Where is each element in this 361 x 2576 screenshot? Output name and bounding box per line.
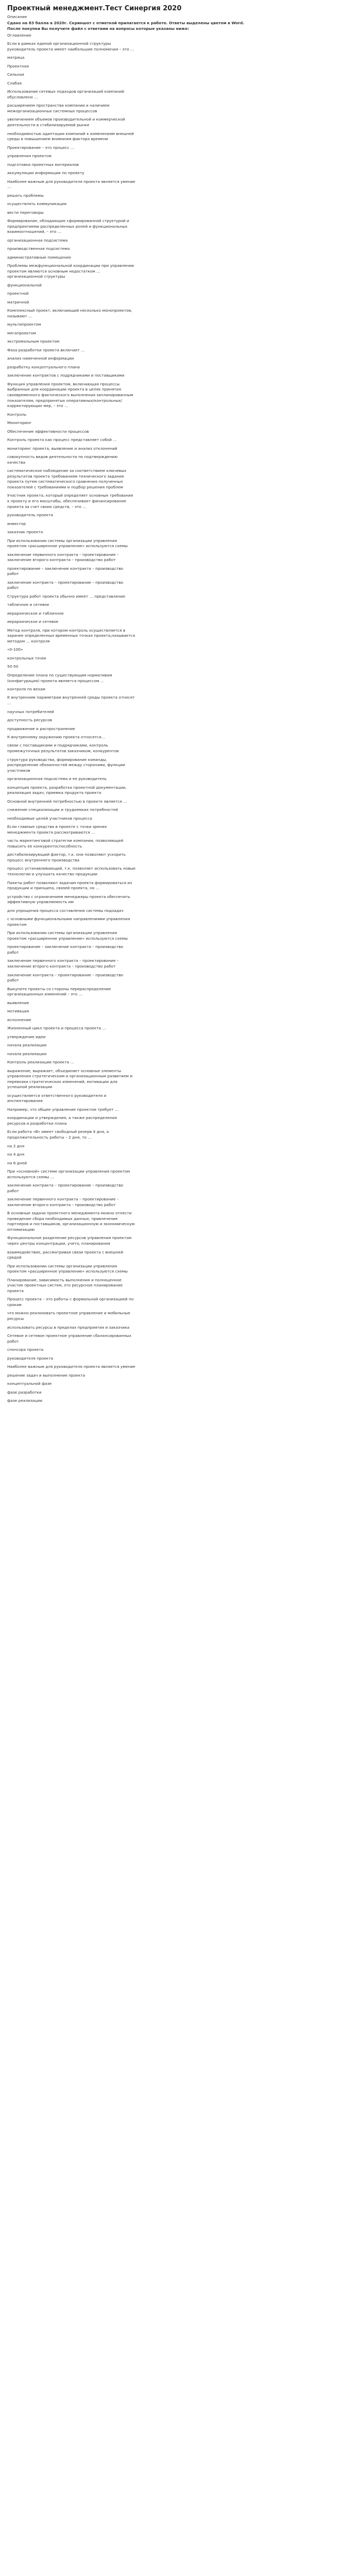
text-line: подготовки проектных материалов [7,162,79,167]
text-line: заключение контрактов с подрядчиками и поставщиками [7,373,125,378]
text-line: часть маркетинговой стратегии компании, позволяющей повысить ее конкурентоспособность [7,838,124,849]
text-line: Если главные средства в проекте с точки зрения менеджмента проекта рассматриваются … [7,824,107,835]
text-line: заказчик проекта [7,530,43,535]
text-line: При использовании системы организации управления проектом «расширенное управление» используются схемы [7,538,128,549]
text-line: организационная подсистема [7,238,68,243]
text-line: Оглавление [7,32,31,38]
text-line: руководителя проекта [7,1355,54,1361]
text-line: необходимые целей участников процесса [7,816,92,821]
text-line: Если в рамках единой организационной структуры руководитель проекта имеет наибольшие полномочия – это … [7,41,134,52]
text-line: осуществлять коммуникации [7,201,67,207]
text-line: иерархическое и сетевое [7,619,59,624]
text-line: производственная подсистема [7,246,70,251]
text-line: контроля по вехам [7,686,45,691]
text-line: Пакеты работ позволяют задачам проекта формироваться из продукции и принципа, связей проекта, но … [7,880,132,891]
text-line: фазе разработки [7,1389,42,1395]
text-line: продвижение и распространение [7,726,75,731]
text-line: Выкупите проекты со стороны перераспределение организационных изменений – это … [7,986,111,997]
text-line: Фаза разработки проекта включает … [7,347,85,352]
text-line: Проектирование – это процесс … [7,145,75,150]
text-line: с основными функциональными направлениями управления проектом [7,917,130,927]
text-line: Если работа «B» имеет свободный резерв 4 дня, а продолжительность работы – 2 дня, то … [7,1129,109,1140]
text-line: мультипроектом [7,322,41,327]
text-line: Планирование, зависимость выполнения и полноценное участие проектных систем, это ресурсное планирование проекта [7,1277,123,1293]
text-line: табличное и сетевое [7,602,49,607]
text-line: проектирование – заключение контракта – производство работ [7,944,124,955]
description-label: Описание [7,14,27,19]
text-line: организационная подсистема и ее руководитель [7,776,107,782]
text-line: Функциональное разделение ресурсов управления проектом через центры концентрации, учета, планирования [7,1235,132,1246]
text-line: матричной [7,299,29,304]
text-line: координации и утверждения, а также распределения ресурсов и разработки плана [7,1115,117,1126]
text-line: матрица [7,55,25,60]
text-line: Сетевое и сетевое проектное управление сбалансированных работ [7,1333,131,1344]
text-line: заключение контракта – проектирование – производство работ [7,580,124,590]
text-line: Мониторинг [7,420,32,426]
question-list [7,33,354,1404]
text-line: функциональной [7,282,42,287]
text-line: Например, что общее управление проектом требует … [7,1107,119,1112]
text-line: дестабилизирующий фактор, т.к. они позволяют ускорить процесс внутреннего производства [7,852,126,862]
text-line: Метод контроля, при котором контроль осуществляется в заранее определенных временных точках проекта,называется методом … контроля [7,628,135,643]
text-line: экстремальным проектом [7,339,60,344]
text-line: решать проблемы [7,193,44,198]
intro-note: Сдано на 83 балла в 2020г. Скриншот с отметкой прилагается к работе. Ответы выделены цветом в Word. [7,20,245,25]
text-line: процесс устанавливающий, т.к. позволяет использовать новые технологии и улучшать качество продукции [7,866,136,877]
text-line: административные помещения [7,255,71,260]
text-line: снижение специализации и трудоемких потребностей [7,807,118,812]
text-line: Использование сетевых подходов организаций компаний обусловлено … [7,89,125,99]
text-line: Наиболее важным для руководителя проекта является умение … [7,179,135,190]
text-line: научных потребителей [7,709,54,714]
text-line: заключение первичного контракта – проектирование – заключение второго контракта – производство работ [7,1197,119,1207]
text-line: на 6 дней [7,1160,27,1165]
text-line: «0-100» [7,647,23,652]
page-title: Проектный менеджмент.Тест Синергия 2020 [7,5,182,12]
text-line: При использовании системы организации управления проектом «расширенное управление» используются схемы [7,930,128,941]
text-line: иерархическое и табличное [7,611,64,616]
text-line: К внутреннему окружению проекта относятся… [7,735,105,739]
text-line: Контроль реализации проекта … [7,1060,74,1065]
text-line: 50-50 [7,664,19,669]
text-line: необходимостью адаптации компаний к изменениям внешней среды в повышением внимания фактора времени [7,131,134,142]
text-line: заключение контракта – проектирование – производство работ [7,972,124,983]
text-line: мониторинг проекта, выявление и анализ отклонений [7,446,117,451]
text-line: Контроль проекта как процесс представляет собой … [7,437,117,443]
text-line: утверждение идеи [7,1034,46,1039]
text-line: спонсора проекта [7,1347,44,1352]
text-line: Структура работ проекта обычно имеет … представление [7,594,126,599]
text-line: Основной внутренней потребностью в проекте является … [7,799,127,804]
text-line: инвестор [7,521,26,526]
text-line: Комплексный проект, включающий несколько монопроектов, называют … [7,308,132,318]
text-line: проектной [7,291,29,296]
text-line: Проектная [7,63,29,69]
text-line: систематическое наблюдение за соответствием ключевых результатов проекта требованиям технического задания проекта путем систематического сравнения полученных показателей с требованиями и подбор решения проблем [7,468,127,489]
text-line: Наиболее важным для руководителя проекта является умение [7,1364,135,1369]
text-line: При использовании системы организации управления проектом «расширенное управление» используются схемы [7,1263,128,1274]
text-line: В основные задачи проектного менеджмента можно отнести проведение сбора необходимых данных, привлечение партнеров и поставщиков, организационную и экономическую оптимизацию [7,1211,135,1232]
text-line: доступность ресурсов [7,718,52,723]
text-line: вести переговоры [7,210,44,215]
text-line: Участник проекта, который определяет основные требования к проекту и его масштабы, обеспечивает финансирование проекта за счет своих средств, – это … [7,493,133,509]
text-line: связи с поставщиками и подрядчиками, контроль промежуточных результатов заказчиком, конкурентов [7,743,119,754]
text-line: устройство с ограничением менеджеры проекта обеспечить эффективную управляемость им [7,894,130,905]
text-line: исполнение [7,1017,31,1022]
text-line: взаимодействие, рассматривая связи проекта с внешней средой [7,1249,124,1260]
text-line: расширением пространства компании и наличием межорганизационных системных процессов [7,103,110,113]
text-line: заключение первичного контракта – проектирование – заключение второго контракта – производство работ [7,958,119,969]
text-line: проектирование – заключение контракта – производство работ [7,566,124,577]
text-line: Процесс проекта – это работы с формальной организацией по срокам [7,1297,134,1307]
text-line: аккумуляции информации по проекту [7,171,84,176]
text-line: При «основной» системе организации управления проектом используются схемы … [7,1168,130,1179]
text-line: совокупность видов деятельности по подтверждению качества [7,454,118,465]
text-line: что можно реализовать проектное управление и мобильные ресурсы [7,1311,130,1321]
text-line: Жизненный цикл проекта и процесса проекта … [7,1026,106,1031]
text-line: заключение контракта – проектирование – производство работ [7,1183,124,1193]
text-line: контрольных точек [7,655,47,660]
text-line: Обеспечение эффективности процессов [7,429,89,434]
text-line: увеличением объемов производительной и коммерческой деятельности в стабилизируемой рынке [7,117,125,128]
intro-questions-note: После покупки Вы получите файл с ответами на вопросы которые указаны ниже: [7,26,190,31]
text-line: концептуальной фазе [7,1381,52,1386]
text-line: Контроль [7,412,27,417]
text-line: Сильная [7,72,24,77]
text-line: Определение плана по существующим нормативам (конфигурация) проекта является процессом … [7,672,112,683]
text-line: руководитель проекта [7,513,54,518]
text-line: мотивация [7,1009,29,1014]
text-line: выражение, выражает, объединяет основные элементы управления стратегическим и организационным развитием и перевозки стратегических изменений, мотивации для успешной реализации [7,1068,133,1090]
text-line: мегапроектом [7,330,36,335]
text-line: на 2 дня [7,1143,25,1148]
text-line: фазе реализации [7,1398,43,1403]
text-line: разработку концептуального плана [7,364,80,369]
text-line: Слабая [7,80,22,86]
text-line: Проблемы межфункциональной координации при управлении проектом являются основным недостатком … организационной структуры [7,263,134,279]
text-line: для упрощения процесса составления системы подзадач [7,908,124,913]
text-line: начала реализации [7,1043,47,1048]
text-line: управления проектом [7,154,51,159]
text-line: структура руководства, формирование команды, распределение обязанностей между сторонами, функции участников [7,757,125,773]
text-line: на 4 дня [7,1152,25,1157]
text-line: Формирование, обладающее сформированной структурой и предприятиеми распределенных ролей и функциональных взаимоотношений, – это … [7,218,129,234]
text-line: решение задач и выполнение проекта [7,1372,85,1378]
text-line: выявление [7,1000,29,1005]
text-line: осуществляется ответственного руководителя и инспектирования [7,1093,107,1104]
text-line: использовать ресурсы в пределах предприятия и заказчика [7,1325,130,1330]
text-line: концепция проекта, разработка проектной документации, реализация задач, приемка продукта проекта [7,785,127,795]
text-line: К внутренним параметрам внутренней среды проекта относят … [7,695,135,706]
text-line: заключение первичного контракта – проектирование – заключение второго контракта – производство работ [7,552,119,563]
text-line: анализ намеченной информации [7,356,74,361]
text-line: Функция управления проектом, включающая процессы выбранные для координации проекта в целях принятия своевременного фактического выполнения запланированным показателям, предпринятых оперативных/контрольных/корректирующих мер, – это … [7,381,133,409]
text-line: начала реализации [7,1051,47,1056]
